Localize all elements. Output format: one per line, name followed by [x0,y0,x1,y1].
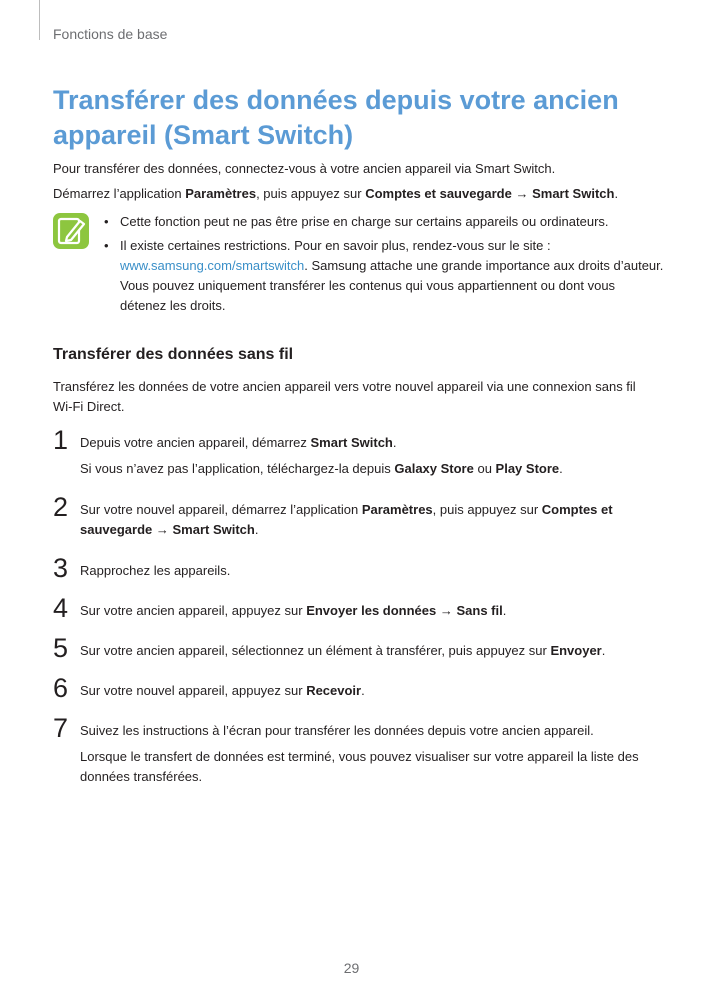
step-text-part: Sur votre ancien appareil, sélectionnez un élément à transférer, puis appuyez sur [80,643,551,658]
step-text-part: Sur votre ancien appareil, appuyez sur [80,603,307,618]
chapter-divider [39,0,40,40]
step-text: Suivez les instructions à l’écran pour transférer les données depuis votre ancien appareil. [80,723,594,738]
intro-text: Démarrez l’application [53,186,186,201]
step-text-part: . [502,603,507,618]
step-text [80,601,650,621]
note-text: Il existe certaines restrictions. Pour en savoir plus, rendez-vous sur le site : [120,238,551,253]
note-item [104,236,664,316]
smart-switch-label: Smart Switch [310,435,393,450]
note-item [104,212,664,232]
step-text-part: ou [473,461,496,476]
section-intro: Transférez les données de votre ancien appareil vers votre nouvel appareil via une connexion sans fil Wi-Fi Direct. [53,379,636,414]
galaxy-store-label: Galaxy Store [394,461,474,476]
note-box [104,212,664,320]
note-pencil-icon [53,213,89,249]
send-label: Envoyer [550,643,602,658]
step-number: 7 [53,713,69,743]
smart-switch-label: Smart Switch [532,186,615,201]
step-number: 3 [53,553,69,583]
step-text-part: Sur votre nouvel appareil, appuyez sur [80,683,307,698]
send-data-label: Envoyer les données [306,603,437,618]
page-number: 29 [343,960,360,976]
step-text-part: . [559,461,563,476]
settings-label: Paramètres [361,502,433,517]
step-subtext: Lorsque le transfert de données est terminé, vous pouvez visualiser sur votre appareil la liste des données transférées. [80,749,639,784]
step-text [80,641,650,661]
intro-text: , puis appuyez sur [256,186,366,201]
intro-line-2 [53,184,653,204]
step-text-part: , puis appuyez sur [432,502,542,517]
step-number: 5 [53,633,69,663]
smart-switch-label: Smart Switch [172,522,255,537]
page-title: Transférer des données depuis votre ancien appareil (Smart Switch) [53,85,619,150]
section-heading: Transférer des données sans fil [53,346,294,363]
intro-line-1: Pour transférer des données, connectez-vous à votre ancien appareil via Smart Switch. [53,161,556,176]
play-store-label: Play Store [495,461,560,476]
step-subtext [80,459,650,479]
arrow: → [152,522,173,537]
receive-label: Recevoir [306,683,362,698]
note-text: Cette fonction peut ne pas être prise en charge sur certains appareils ou ordinateurs. [120,214,609,229]
bullet: • [104,214,109,229]
arrow: → [436,603,457,618]
step-number: 6 [53,673,69,703]
wireless-label: Sans fil [456,603,503,618]
accounts-backup-label: Comptes et sauvegarde [80,502,613,537]
step-text-part: Si vous n’avez pas l’application, téléchargez-la depuis [80,461,395,476]
step-number: 4 [53,593,69,623]
note-text: . Samsung attache une grande importance aux droits d’auteur. Vous pouvez uniquement transférer les contenus qui vous appartiennent ou dont vous détenez les droits. [120,258,664,313]
bullet: • [104,238,109,253]
step-text-part: . [361,683,365,698]
step-text-part: . [392,435,397,450]
step-text: Rapprochez les appareils. [80,563,231,578]
step-text-part: Depuis votre ancien appareil, démarrez [80,435,311,450]
step-text-part: . [601,643,606,658]
chapter-label: Fonctions de base [53,26,168,42]
step-text-part: Sur votre nouvel appareil, démarrez l’application [80,502,362,517]
step-text [80,681,650,701]
arrow: → [511,186,533,201]
step-text-part: . [254,522,259,537]
step-text [80,433,650,453]
accounts-backup-label: Comptes et sauvegarde [365,186,512,201]
step-text [80,500,650,540]
smartswitch-link[interactable]: www.samsung.com/smartswitch [120,258,305,273]
settings-label: Paramètres [185,186,257,201]
step-number: 2 [53,492,69,522]
step-number: 1 [53,425,69,455]
intro-text: . [614,186,619,201]
